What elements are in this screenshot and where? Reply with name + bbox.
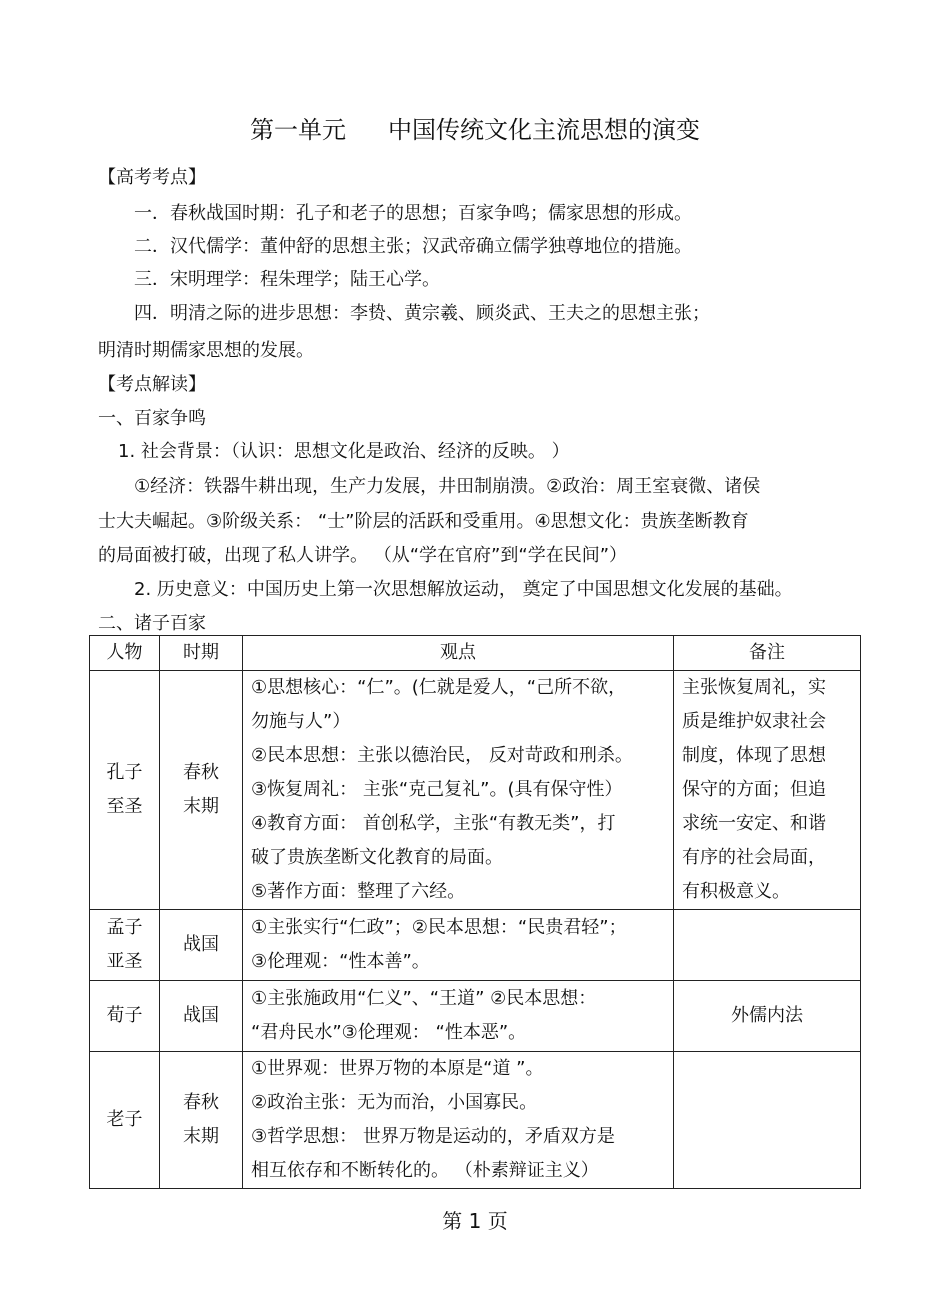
viewpoint-cell: ①主张实行“仁政”；②民本思想：“民贵君轻”； ③伦理观：“性本善”。 bbox=[243, 910, 674, 981]
section-2-title: 二、诸子百家 bbox=[98, 613, 206, 634]
notes-cell bbox=[674, 910, 861, 981]
person-cell: 老子 bbox=[90, 1052, 160, 1189]
viewpoint-cell: ①世界观：世界万物的本原是“道 ”。 ②政治主张：无为而治，小国寡民。 ③哲学思想： 世界万物是运动的，矛盾双方是 相互依存和不断转化的。 （朴素辩证主义） bbox=[243, 1052, 674, 1189]
notes-cell: 外儒内法 bbox=[674, 981, 861, 1052]
header-person: 人物 bbox=[90, 636, 160, 671]
header-period: 时期 bbox=[160, 636, 243, 671]
notes-cell: 主张恢复周礼，实 质是维护奴隶社会 制度，体现了思想 保守的方面；但追 求统一安定、和谐 有序的社会局面， 有积极意义。 bbox=[674, 671, 861, 910]
background-title: 1. 社会背景：（认识：思想文化是政治、经济的反映。 ） bbox=[118, 441, 570, 462]
notes-cell bbox=[674, 1052, 861, 1189]
exam-points-heading: 【高考考点】 bbox=[98, 167, 206, 188]
table-header-row bbox=[90, 636, 861, 671]
period-cell: 战国 bbox=[160, 910, 243, 981]
exam-point-3: 三．宋明理学：程朱理学；陆王心学。 bbox=[134, 269, 440, 290]
background-line-2: 士大夫崛起。③阶级关系： “士”阶层的活跃和受重用。④思想文化：贵族垄断教育 bbox=[98, 511, 749, 532]
section-1-title: 一、百家争鸣 bbox=[98, 408, 206, 429]
period-cell: 战国 bbox=[160, 981, 243, 1052]
background-line-1: ①经济：铁器牛耕出现，生产力发展，井田制崩溃。②政治：周王室衰微、诸侯 bbox=[134, 476, 761, 497]
table-row bbox=[90, 1052, 861, 1189]
page-title bbox=[0, 110, 950, 145]
header-viewpoint: 观点 bbox=[243, 636, 674, 671]
exam-point-4: 四．明清之际的进步思想：李贽、黄宗羲、顾炎武、王夫之的思想主张； bbox=[134, 303, 710, 324]
header-notes: 备注 bbox=[674, 636, 861, 671]
viewpoint-cell: ①思想核心：“仁”。(仁就是爱人，“己所不欲， 勿施与人”） ②民本思想：主张以德治民， 反对苛政和刑杀。 ③恢复周礼： 主张“克己复礼”。(具有保守性） ④教育方面： 首创私学，主张“有教无类”，打 破了贵族垄断文化教育的局面。 ⑤著作方面：整理了六经。 bbox=[243, 671, 674, 910]
page-number: 第 1 页 bbox=[442, 1209, 508, 1233]
philosophers-table bbox=[89, 635, 861, 1189]
exam-point-4-cont: 明清时期儒家思想的发展。 bbox=[98, 340, 314, 361]
title-topic: 中国传统文化主流思想的演变 bbox=[388, 116, 700, 144]
exam-point-2: 二．汉代儒学：董仲舒的思想主张；汉武帝确立儒学独尊地位的措施。 bbox=[134, 236, 692, 257]
title-unit: 第一单元 bbox=[250, 116, 346, 144]
period-cell: 春秋 末期 bbox=[160, 671, 243, 910]
table-row bbox=[90, 981, 861, 1052]
viewpoint-cell: ①主张施政用“仁义”、“王道” ②民本思想： “君舟民水”③伦理观： “性本恶”。 bbox=[243, 981, 674, 1052]
table-row bbox=[90, 910, 861, 981]
person-cell: 孟子 亚圣 bbox=[90, 910, 160, 981]
period-cell: 春秋 末期 bbox=[160, 1052, 243, 1189]
historical-significance: 2. 历史意义：中国历史上第一次思想解放运动， 奠定了中国思想文化发展的基础。 bbox=[134, 579, 793, 600]
exam-point-1: 一．春秋战国时期：孔子和老子的思想；百家争鸣；儒家思想的形成。 bbox=[134, 203, 692, 224]
table-row bbox=[90, 671, 861, 910]
person-cell: 荀子 bbox=[90, 981, 160, 1052]
analysis-heading: 【考点解读】 bbox=[98, 374, 206, 395]
person-cell: 孔子 至圣 bbox=[90, 671, 160, 910]
background-line-3: 的局面被打破，出现了私人讲学。 （从“学在官府”到“学在民间”） bbox=[98, 545, 628, 566]
